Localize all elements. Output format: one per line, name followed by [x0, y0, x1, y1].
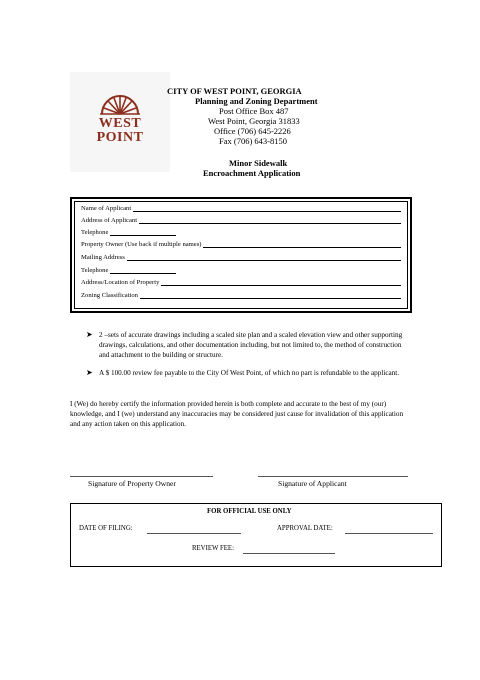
- field-address-of-applicant[interactable]: [81, 216, 401, 226]
- field-mailing-address[interactable]: [81, 253, 401, 263]
- requirement-drawings: 2 –sets of accurate drawings including a scaled site plan and a scaled elevation view and other supporting drawings, calculations, and other documentation including, but not limited to, the method of construction and attachment to the building or structure.: [99, 331, 403, 359]
- field-label: Telephone: [81, 267, 109, 274]
- field-label: Address of Applicant: [81, 217, 138, 224]
- field-line[interactable]: [203, 240, 401, 248]
- city-state: West Point, Georgia 31833: [208, 116, 300, 126]
- official-use-title: FOR OFFICIAL USE ONLY: [207, 508, 292, 515]
- field-line[interactable]: [139, 216, 401, 224]
- field-line[interactable]: [133, 204, 401, 212]
- field-line[interactable]: [161, 278, 401, 286]
- field-telephone-owner[interactable]: [81, 266, 401, 276]
- applicant-signature-label: Signature of Applicant: [278, 479, 347, 488]
- requirement-review-fee: A $ 100.00 review fee payable to the City Of West Point, of which no part is refundable to the applicant.: [99, 369, 400, 377]
- field-property-location[interactable]: [81, 278, 401, 288]
- field-line[interactable]: [140, 291, 401, 299]
- official-use-box: [70, 503, 442, 567]
- field-line[interactable]: [127, 253, 401, 261]
- po-box: Post Office Box 487: [219, 106, 289, 116]
- field-zoning-classification[interactable]: [81, 291, 401, 301]
- office-phone: Office (706) 645-2226: [214, 126, 291, 136]
- field-label: Property Owner (Use back if multiple names): [81, 241, 202, 248]
- field-line[interactable]: [110, 266, 176, 274]
- review-fee-line[interactable]: [243, 553, 335, 554]
- department-name: Planning and Zoning Department: [195, 96, 318, 106]
- form-title-line2: Encroachment Application: [203, 168, 301, 178]
- applicant-info-box: [70, 197, 412, 313]
- fax-number: Fax (706) 643-8150: [219, 136, 287, 146]
- date-of-filing-line[interactable]: [147, 533, 241, 534]
- applicant-signature-line[interactable]: [258, 476, 408, 477]
- field-telephone-applicant[interactable]: [81, 228, 401, 238]
- bullet-arrow-icon: ➤: [86, 368, 93, 377]
- owner-signature-label: Signature of Property Owner: [88, 479, 176, 488]
- review-fee-label: REVIEW FEE:: [192, 545, 234, 552]
- field-label: Name of Applicant: [81, 205, 132, 212]
- field-line[interactable]: [110, 228, 176, 236]
- field-label: Address/Location of Property: [81, 279, 160, 286]
- field-label: Mailing Address: [81, 254, 125, 261]
- date-of-filing-label: DATE OF FILING:: [79, 525, 133, 532]
- approval-date-label: APPROVAL DATE:: [277, 525, 333, 532]
- field-property-owner[interactable]: [81, 240, 401, 250]
- field-label: Zoning Classification: [81, 292, 138, 299]
- form-title-line1: Minor Sidewalk: [229, 158, 288, 168]
- approval-date-line[interactable]: [345, 533, 433, 534]
- logo-word-point: POINT: [96, 130, 144, 145]
- field-label: Telephone: [81, 229, 109, 236]
- city-logo: [70, 72, 170, 172]
- certification-statement: I (We) do hereby certify the information provided herein is both complete and accurate to the best of my (our) knowledge, and I (we) understand any inaccuracies may be considered just cause for invalidation of this application and any action taken on this application.: [70, 400, 404, 428]
- bullet-arrow-icon: ➤: [86, 330, 93, 339]
- logo-word-west: WEST: [98, 116, 142, 131]
- owner-signature-line[interactable]: [70, 476, 213, 477]
- field-name-of-applicant[interactable]: [81, 204, 401, 214]
- city-name: CITY OF WEST POINT, GEORGIA: [167, 86, 302, 96]
